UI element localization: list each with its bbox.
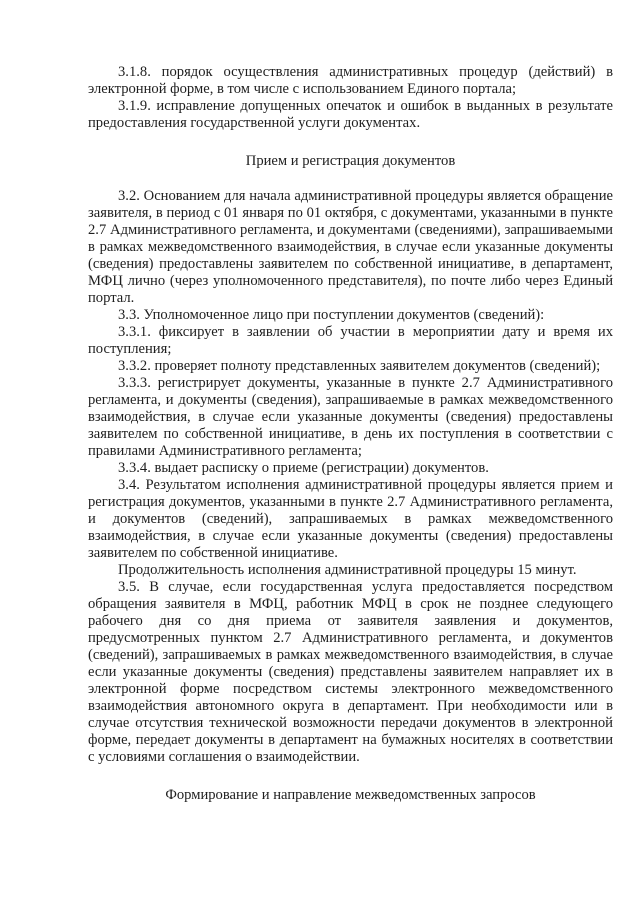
paragraph-3-3-1: 3.3.1. фиксирует в заявлении об участии в мероприятии дату и время их поступления;	[88, 324, 613, 357]
paragraph-3-3-3: 3.3.3. регистрирует документы, указанные в пункте 2.7 Административного регламента, и документы (сведения), запрашиваемые в рамках межведомственного взаимодействия, в случае если указанные документы (сведения) предоставлены заявителем по собственной инициативе, в день их поступления в соответствии с правилами Административного регламента;	[88, 375, 613, 459]
paragraph-3-3-2: 3.3.2. проверяет полноту представленных заявителем документов (сведений);	[118, 358, 601, 374]
paragraph-3-5: 3.5. В случае, если государственная услуга предоставляется посредством обращения заявителя в МФЦ, работник МФЦ в срок не позднее следующего рабочего дня со дня приема от заявителя заявления и документов, предусмотренных пунктом 2.7 Административного регламента, и документов (сведений), запрашиваемых в рамках межведомственного взаимодействия, в случае если указанные документы (сведения) представлены заявителем направляет их в электронной форме посредством системы электронного межведомственного взаимодействия автономного округа в департамент. При необходимости или в случае отсутствия технической возможности передачи документов в электронной форме, передает документы в департамент на бумажных носителях в соответствии с условиями соглашения о взаимодействии.	[88, 579, 613, 765]
paragraph-3-4: 3.4. Результатом исполнения административной процедуры является прием и регистрация документов, указанными в пункте 2.7 Административного регламента, и документов (сведений), запрашиваемых в рамках межведомственного взаимодействия, в случае если указанные документы (сведения) предоставлены заявителем по собственной инициативе.	[88, 477, 613, 561]
paragraph-3-3: 3.3. Уполномоченное лицо при поступлении документов (сведений):	[118, 307, 545, 323]
paragraph-duration: Продолжительность исполнения административной процедуры 15 минут.	[118, 562, 577, 578]
section-heading-reception: Прием и регистрация документов	[245, 153, 456, 169]
paragraph-3-1-9: 3.1.9. исправление допущенных опечаток и ошибок в выданных в результате предоставления государственной услуги документах.	[88, 98, 613, 131]
section-body-reception	[88, 188, 613, 766]
paragraph-3-2: 3.2. Основанием для начала административной процедуры является обращение заявителя, в период с 01 января по 01 октября, с документами, указанными в пункте 2.7 Административного регламента, и документами (сведениями), запрашиваемыми в рамках межведомственного взаимодействия, в случае если указанные документы (сведения) предоставлены заявителем по собственной инициативе, в департамент, МФЦ лично (через уполномоченного представителя), по почте либо через Единый портал.	[88, 188, 613, 306]
paragraph-3-3-4: 3.3.4. выдает расписку о приеме (регистрации) документов.	[118, 460, 489, 476]
document-page	[88, 64, 613, 804]
paragraph-3-1-8: 3.1.8. порядок осуществления административных процедур (действий) в электронной форме, в том числе с использованием Единого портала;	[88, 64, 613, 97]
section-heading-requests: Формирование и направление межведомственных запросов	[165, 787, 536, 803]
